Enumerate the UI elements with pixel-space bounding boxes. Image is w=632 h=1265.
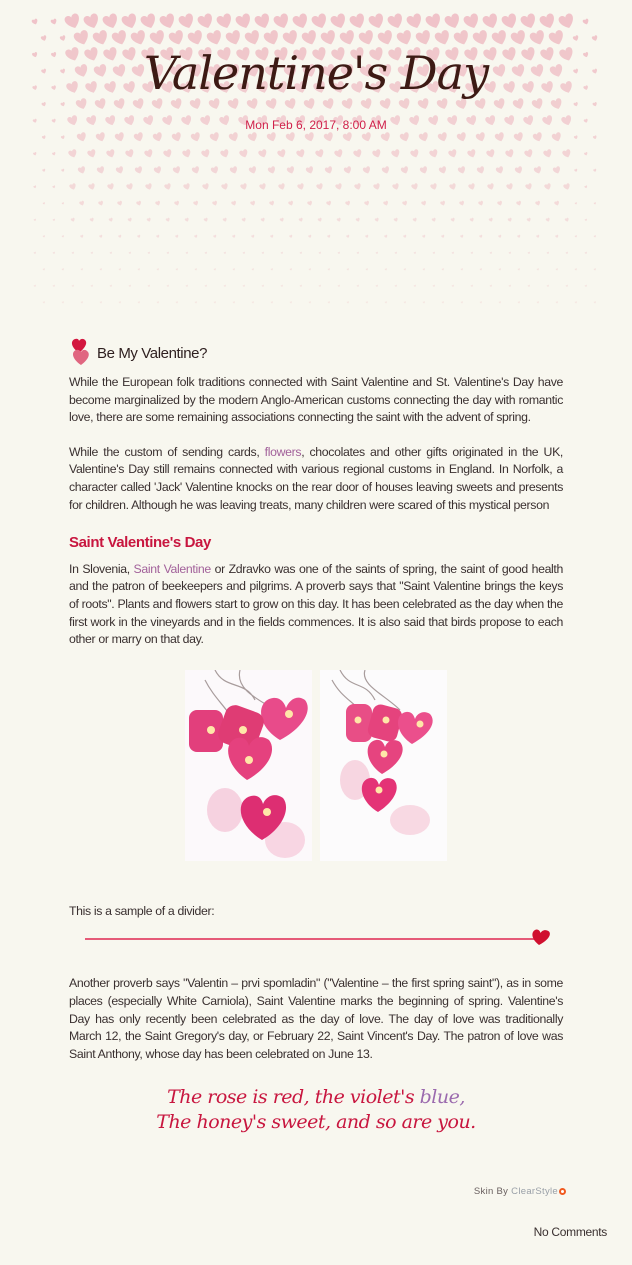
- skin-credit: [474, 1186, 566, 1197]
- saint-valentine-link[interactable]: Saint Valentine: [133, 561, 211, 576]
- photo-heart-lights-2[interactable]: [320, 670, 447, 861]
- poem-quote: [69, 1085, 563, 1135]
- heart-divider: [69, 926, 563, 950]
- paragraph-2-text: While the custom of sending cards,: [69, 444, 265, 459]
- paragraph-2-text-cont: , chocolates and other gifts originated in the UK, Valentine's Day still remains connected with various regional customs in England. In Norfolk, a character called 'Jack' Valentine knocks on the rear door of houses leaving sweets and presents for children. Although he was leaving treats, many children were scared of this mystical person: [69, 444, 563, 512]
- header-banner: [0, 0, 632, 320]
- clearstyle-logo-icon: [559, 1188, 566, 1195]
- divider-line: [85, 938, 535, 940]
- comments-link[interactable]: No Comments: [533, 1225, 607, 1239]
- heart-icon: [531, 928, 551, 952]
- section-heading-be-my-valentine: [69, 338, 563, 370]
- section-heading-saint-valentines-day: Saint Valentine's Day: [69, 534, 211, 552]
- post-date: Mon Feb 6, 2017, 8:00 AM: [245, 118, 387, 132]
- paragraph-3: [69, 561, 563, 649]
- paragraph-3-text: In Slovenia,: [69, 561, 134, 576]
- poem-line-1-text: The rose is red, the violet's: [167, 1086, 420, 1109]
- paragraph-1: While the European folk traditions connected with Saint Valentine and St. Valentine's Day have become marginalized by the modern Anglo-American customs connecting the day with romantic love, there are some remaining associations connecting the saint with the advent of spring.: [69, 375, 563, 425]
- photo-heart-lights-1[interactable]: [185, 670, 312, 861]
- poem-line-1: [69, 1085, 563, 1110]
- skin-by-label: Skin By: [473, 1186, 512, 1197]
- post-body: [69, 338, 563, 1135]
- paragraph-4: Another proverb says "Valentin – prvi spomladin" ("Valentine – the first spring saint"), as in some places (especially White Carniola), Saint Valentine marks the beginning of spring. Valentine's Day has only recently been celebrated as the day of love. The day of love was traditionally March 12, the Saint Gregory's day, or February 22, Saint Vincent's Day. The patron of love was Saint Anthony, whose day has been celebrated on June 13.: [69, 976, 563, 1061]
- image-gallery: [69, 670, 563, 861]
- section-heading-text: Be My Valentine?: [97, 345, 208, 363]
- poem-line-2: The honey's sweet, and so are you.: [156, 1111, 476, 1134]
- poem-blue-word: blue,: [419, 1086, 465, 1109]
- clearstyle-link[interactable]: ClearStyle: [511, 1186, 558, 1197]
- flowers-link[interactable]: flowers: [264, 444, 302, 459]
- paragraph-3-text-cont: or Zdravko was one of the saints of spring, the saint of good health and the patron of beekeepers and pilgrims. A proverb says that "Saint Valentine brings the keys of roots". Plants and flowers start to grow on this day. It has been celebrated as the day when the first work in the vineyards and in the fields commences. It is also said that birds propose to each other or marry on that day.: [69, 561, 563, 647]
- divider-label: This is a sample of a divider:: [69, 903, 215, 918]
- post-title: Valentine's Day: [143, 46, 489, 100]
- hearts-icon: [69, 337, 93, 372]
- paragraph-2: [69, 444, 563, 514]
